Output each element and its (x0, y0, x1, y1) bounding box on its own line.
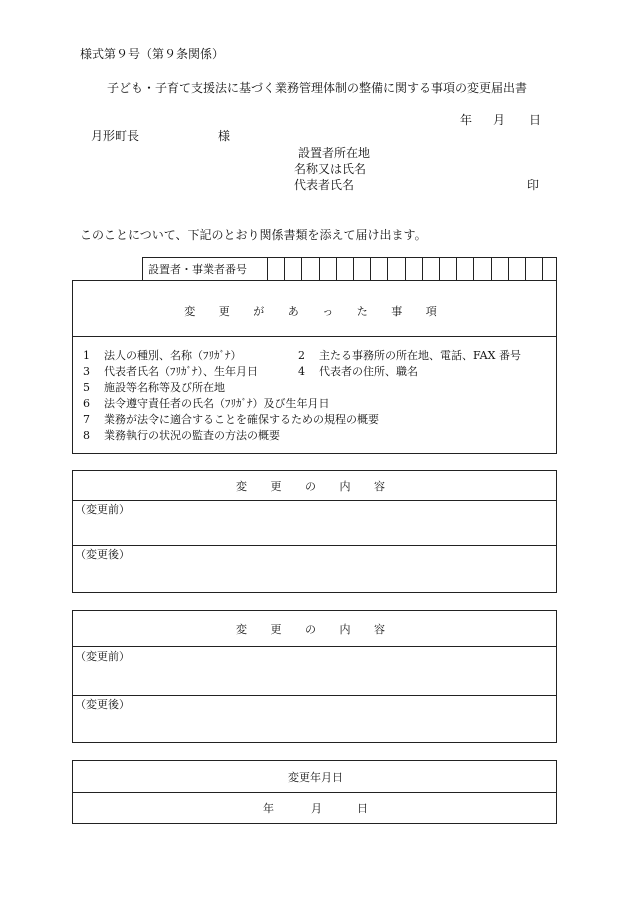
recipient-honorific: 様 (218, 129, 231, 143)
operator-digit-cell-divider (439, 258, 440, 280)
item-8[interactable]: 8 業務執行の状況の監査の方法の概要 (83, 429, 280, 442)
changed-items-header: 変 更 が あ っ た 事 項 (184, 305, 447, 318)
operator-digit-cell-divider (387, 258, 388, 280)
operator-digit-cell-divider (422, 258, 423, 280)
item-4[interactable]: 4 代表者の住所、職名 (298, 365, 418, 378)
operator-digit-cell-divider (336, 258, 337, 280)
operator-digit-cell-divider (542, 258, 543, 280)
item-1[interactable]: 1 法人の種別、名称（ﾌﾘｶﾞﾅ） (83, 349, 242, 362)
change-content-header: 変 更 の 内 容 (236, 480, 395, 493)
operator-label-divider (267, 258, 268, 280)
operator-digit-cell-divider (284, 258, 285, 280)
intro-text: このことについて、下記のとおり関係書類を添えて届け出ます。 (80, 228, 427, 242)
applicant-name-label: 名称又は氏名 (294, 162, 367, 176)
date-year-label: 年 (460, 113, 473, 127)
change-content-header: 変 更 の 内 容 (236, 623, 395, 636)
operator-number-label: 設置者・事業者番号 (148, 263, 247, 276)
operator-digit-cell-divider (456, 258, 457, 280)
after-label: （変更後） (75, 548, 130, 561)
change-date-day: 日 (357, 802, 368, 815)
form-number: 様式第９号（第９条関係） (80, 47, 225, 61)
operator-digit-cell-divider (353, 258, 354, 280)
operator-digit-cell-divider (301, 258, 302, 280)
operator-digit-cell-divider (405, 258, 406, 280)
changed-items-box (72, 280, 557, 454)
change-date-header: 変更年月日 (288, 771, 343, 784)
item-5[interactable]: 5 施設等名称等及び所在地 (83, 381, 225, 394)
change-date-year: 年 (263, 802, 274, 815)
operator-number-row (142, 257, 557, 281)
item-2[interactable]: 2 主たる事務所の所在地、電話、FAX 番号 (298, 349, 521, 362)
applicant-address-label: 設置者所在地 (298, 146, 371, 160)
date-day-label: 日 (529, 113, 542, 127)
seal-mark: 印 (527, 178, 540, 192)
form-title: 子ども・子育て支援法に基づく業務管理体制の整備に関する事項の変更届出書 (107, 81, 528, 95)
operator-digit-cell-divider (508, 258, 509, 280)
recipient-name: 月形町長 (91, 129, 140, 143)
item-6[interactable]: 6 法令遵守責任者の氏名（ﾌﾘｶﾞﾅ）及び生年月日 (83, 397, 330, 410)
after-label: （変更後） (75, 698, 130, 711)
operator-digit-cell-divider (525, 258, 526, 280)
date-month-label: 月 (493, 113, 506, 127)
change-date-month: 月 (311, 802, 322, 815)
item-3[interactable]: 3 代表者氏名（ﾌﾘｶﾞﾅ）、生年月日 (83, 365, 258, 378)
operator-digit-cell-divider (370, 258, 371, 280)
item-7[interactable]: 7 業務が法令に適合することを確保するための規程の概要 (83, 413, 379, 426)
operator-digit-cell-divider (491, 258, 492, 280)
before-label: （変更前） (75, 650, 130, 663)
applicant-rep-label: 代表者氏名 (294, 178, 355, 192)
before-label: （変更前） (75, 503, 130, 516)
change-date-box (72, 760, 557, 824)
operator-digit-cell-divider (319, 258, 320, 280)
change-content-box-1 (72, 470, 557, 593)
operator-digit-cell-divider (473, 258, 474, 280)
change-content-box-2 (72, 610, 557, 743)
